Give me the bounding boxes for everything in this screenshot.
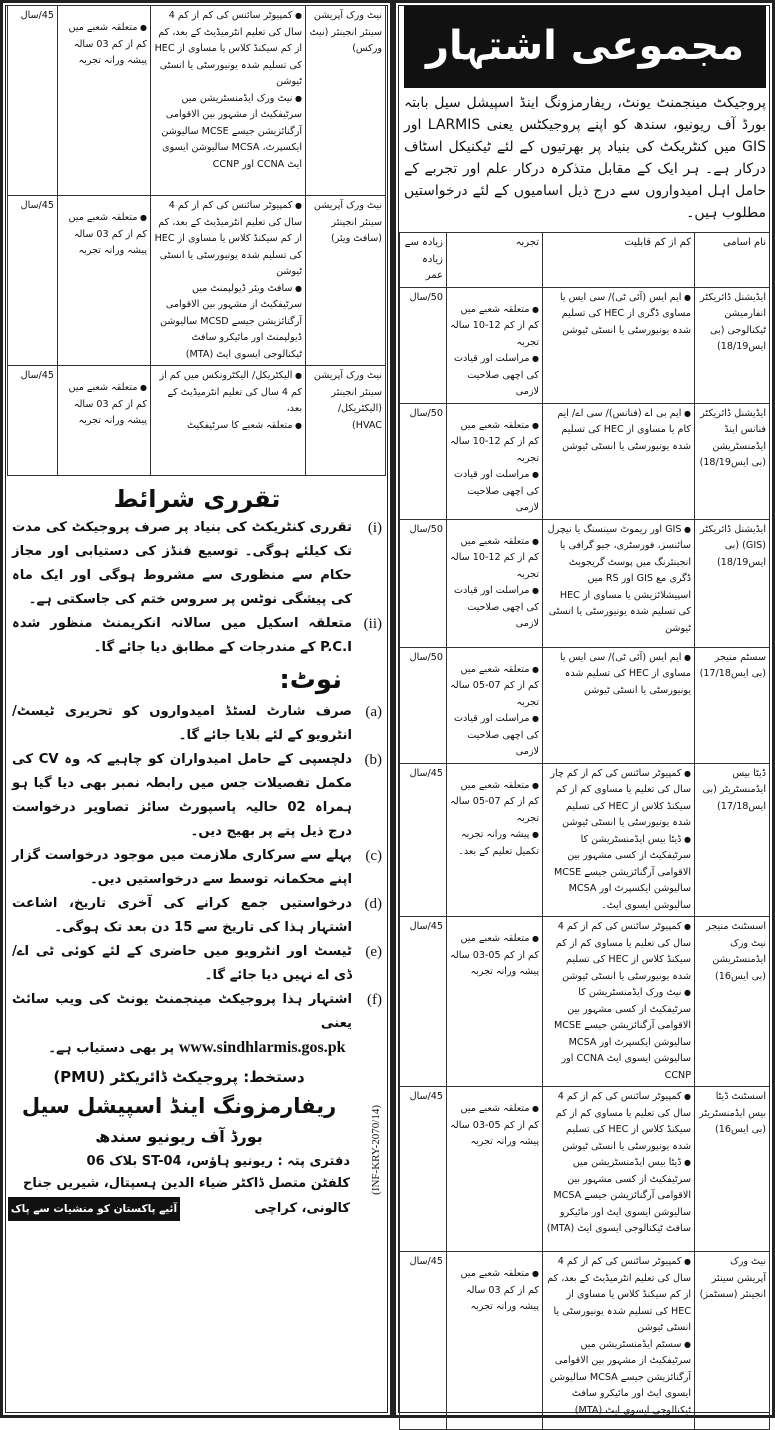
condition-item-text: تقرری کنٹریکٹ کی بنیاد پر صرف پروجیکٹ کی مدت تک کیلئے ہوگی۔ توسیع فنڈز کی دستیابی اور مجاز حکام سے منظوری سے مشروط ہوگی اور ایک ماہ کی پیشگی نوٹس پر سروس ختم کی جاسکتی ہے۔: [12, 520, 352, 607]
qualification-item: ● ایم بی اے (فنانس)/ سی اے/ ایم کام یا مساوی از HEC کی تسلیم شدہ یونیورسٹی یا انسٹی ٹیوشن: [546, 406, 691, 456]
qualification-cell: [543, 519, 695, 647]
header-qualification: کم از کم قابلیت: [543, 233, 695, 288]
signature-block: [8, 1065, 386, 1239]
qualification-item: ● ڈیٹا بیس ایڈمنسٹریشن میں سرٹیفکیٹ از کسی مشہور بین الاقوامی آرگنائزیشن جیسے MCSA سالیوشن ایسوی ایٹ اور مائیکرو سافٹ ٹیکنالوجی ایسوی ایٹ (MTA): [546, 1155, 691, 1238]
experience-item: ● متعلقہ شعبے میں کم از کم 12-10 سالہ تجربہ: [450, 418, 539, 468]
experience-cell: [447, 917, 543, 1087]
signature-board: بورڈ آف ریونیو سندھ: [95, 1127, 263, 1146]
experience-cell: [58, 366, 151, 476]
experience-cell: [447, 647, 543, 763]
experience-item: ● متعلقہ شعبے میں کم از کم 12-10 سالہ تجربہ: [450, 302, 539, 352]
qualification-item: ● کمپیوٹر سائنس کی کم از کم 4 سال کی تعلیم انٹرمیڈیٹ کے بعد، کم از کم سیکنڈ کلاس یا مساوی از HEC کی تسلیم شدہ یونیورسٹی یا انسٹی ٹیوشن: [154, 198, 302, 281]
address-line-1: دفتری پتہ : ریونیو ہاؤس، ST-04 بلاک 06: [86, 1154, 350, 1169]
table-row: [400, 647, 770, 763]
qualification-item: ● نیٹ ورک ایڈمنسٹریشن کا سرٹیفکیٹ از کسی مشہور بین الاقوامی آرگنائزیشن جیسے MCSE سالیوشن ایکسپرٹ اور MCSA سالیوشن ایسوی ایٹ CCNA اور CCNP: [546, 985, 691, 1084]
address-line-2: کلفٹن متصل ڈاکٹر ضیاء الدین ہسپتال، شیریں جناح: [23, 1176, 350, 1191]
position-name: اسسٹنٹ ڈیٹا بیس ایڈمنسٹریٹر (بی ایس16): [695, 1087, 770, 1252]
experience-cell: [447, 763, 543, 917]
note-item-text: پہلے سے سرکاری ملازمت میں موجود درخواست گزار اپنے محکمانہ توسط سے درخواستیں دیں۔: [12, 848, 352, 887]
header-name: نام اسامی: [695, 233, 770, 288]
position-name: ڈیٹا بیس ایڈمنسٹریٹر (بی ایس17/18): [695, 763, 770, 917]
qualification-item: ● کمپیوٹر سائنس کی کم از کم 4 سال کی تعلیم انٹرمیڈیٹ کے بعد، کم از کم سیکنڈ کلاس یا مساوی از HEC کی تسلیم شدہ یونیورسٹی یا انسٹی ٹیوشن: [546, 1254, 691, 1337]
conditions-section: [12, 484, 382, 1061]
experience-cell: [58, 6, 151, 196]
reference-number: (INF-KRY-2070/14): [370, 1105, 382, 1195]
experience-item: ● مراسلت اور قیادت کی اچھی صلاحیت لازمی: [450, 583, 539, 633]
max-age: 50/سال: [400, 287, 447, 403]
note-item-key: (f): [367, 992, 382, 1008]
address-line-3: کالونی، کراچی: [254, 1201, 350, 1216]
note-item-key: (b): [364, 752, 382, 768]
position-name: ایڈیشنل ڈائریکٹر انفارمیشن ٹیکنالوجی (بی ایس18/19): [695, 287, 770, 403]
table-row: [8, 366, 386, 476]
experience-item: ● متعلقہ شعبے میں کم از کم 03 سالہ پیشہ ورانہ تجربہ: [61, 210, 147, 260]
qualification-cell: [543, 1252, 695, 1430]
condition-item-key: (i): [367, 520, 382, 536]
note-item-key: (d): [364, 896, 382, 912]
experience-item: ● مراسلت اور قیادت کی اچھی صلاحیت لازمی: [450, 467, 539, 517]
experience-item: ● مراسلت اور قیادت کی اچھی صلاحیت لازمی: [450, 351, 539, 401]
table-row: [400, 403, 770, 519]
experience-cell: [58, 196, 151, 366]
note-item: [12, 988, 382, 1036]
max-age: 45/سال: [8, 196, 58, 366]
max-age: 50/سال: [400, 403, 447, 519]
note-item: [12, 892, 382, 940]
note-item-key: (c): [365, 848, 382, 864]
positions-table: [399, 232, 770, 1430]
qualification-cell: [543, 763, 695, 917]
max-age: 45/سال: [400, 763, 447, 917]
qualification-item: ● کمپیوٹر سائنس کی کم از کم 4 سال کی تعلیم انٹرمیڈیٹ کے بعد، کم از کم سیکنڈ کلاس یا مساوی از HEC کی تسلیم شدہ یونیورسٹی یا انسٹی ٹیوشن: [154, 8, 302, 91]
table-row: [8, 196, 386, 366]
qualification-item: ● سافٹ ویئر ڈیولپمنٹ میں سرٹیفکیٹ از مشہور بین الاقوامی آرگنائزیشن جیسے MCSD سالیوشن ڈیولپمنٹ اور مائیکرو سافٹ ٹیکنالوجی ایسوی ایٹ (MTA): [154, 281, 302, 364]
note-item-key: (e): [365, 944, 382, 960]
note-item-text: ٹیسٹ اور انٹرویو میں حاضری کے لئے کوئی ٹی اے/ ڈی اے نہیں دیا جائے گا۔: [12, 944, 352, 983]
note-item-key: (a): [365, 704, 382, 720]
position-name: ایڈیشنل ڈائریکٹر (GIS) (بی ایس18/19): [695, 519, 770, 647]
experience-item: ● متعلقہ شعبے میں کم از کم 03 سالہ پیشہ ورانہ تجربہ: [450, 1266, 539, 1316]
table-row: [400, 287, 770, 403]
website-suffix: پر بھی دستیاب ہے۔: [48, 1041, 175, 1056]
signature-org: ریفارمزونگ اینڈ اسپیشل سیل: [21, 1094, 337, 1118]
note-item: [12, 748, 382, 844]
experience-item: ● متعلقہ شعبے میں کم از کم 12-10 سالہ تجربہ: [450, 534, 539, 584]
position-name: اسسٹنٹ منیجر نیٹ ورک ایڈمنسٹریشن (بی ایس16): [695, 917, 770, 1087]
signature-label: دستخط: پروجیکٹ ڈائریکٹر (PMU): [53, 1068, 305, 1086]
max-age: 45/سال: [8, 6, 58, 196]
website-link[interactable]: www.sindhlarmis.gos.pk: [178, 1039, 346, 1056]
qualification-item: ● ایم ایس (آئی ٹی)/ سی ایس یا مساوی از HEC کی تسلیم شدہ یونیورسٹی یا انسٹی ٹیوشن: [546, 650, 691, 700]
note-item-text: دلچسپی کے حامل امیدواران کو چاہیے کہ وہ CV کی مکمل تفصیلات جس میں رابطہ نمبر بھی دیا گیا ہو ہمراہ 02 حالیہ پاسپورٹ سائز تصاویر درخواست درج ذیل پتے پر بھیج دیں۔: [12, 752, 352, 839]
experience-cell: [447, 403, 543, 519]
experience-item: ● مراسلت اور قیادت کی اچھی صلاحیت لازمی: [450, 711, 539, 761]
qualification-item: ● GIS اور ریموٹ سینسنگ یا نیچرل سائنسز، فورسٹری، جیو گرافی یا انجینئرنگ میں پوسٹ گریجویٹ ڈگری مع GIS اور RS میں اسپیشلائزیشن یا مساوی از HEC کی تسلیم شدہ یونیورسٹی یا انسٹی ٹیوشن: [546, 522, 691, 638]
position-name: نیٹ ورک آپریشن سینئر انجینئر (الیکٹریکل/ HVAC): [306, 366, 386, 476]
qualification-item: ● ایم ایس (آئی ٹی)/ سی ایس یا مساوی ڈگری از HEC کی تسلیم شدہ یونیورسٹی یا انسٹی ٹیوشن: [546, 290, 691, 340]
table-row: [400, 1087, 770, 1252]
qualification-cell: [543, 403, 695, 519]
max-age: 50/سال: [400, 647, 447, 763]
table-row: [400, 917, 770, 1087]
experience-cell: [447, 287, 543, 403]
experience-item: ● متعلقہ شعبے میں کم از کم 03 سالہ پیشہ ورانہ تجربہ: [61, 20, 147, 70]
max-age: 45/سال: [400, 1252, 447, 1430]
position-name: ایڈیشنل ڈائریکٹر فنانس اینڈ ایڈمنسٹریشن (بی ایس18/19): [695, 403, 770, 519]
experience-item: ● متعلقہ شعبے میں کم از کم 03 سالہ پیشہ ورانہ تجربہ: [61, 380, 147, 430]
max-age: 45/سال: [8, 366, 58, 476]
position-name: نیٹ ورک آپریشن سینئر انجینئر (نیٹ ورکس): [306, 6, 386, 196]
qualification-item: ● الیکٹریکل/ الیکٹرونکس میں کم از کم 4 سال کی تعلیم انٹرمیڈیٹ کے بعد،: [154, 368, 302, 418]
table-row: [400, 1252, 770, 1430]
experience-cell: [447, 1252, 543, 1430]
qualification-cell: [543, 917, 695, 1087]
qualification-item: ● کمپیوٹر سائنس کی کم از کم چار سال کی تعلیم یا مساوی کم از کم سیکنڈ کلاس از HEC کی تسلیم شدہ یونیورسٹی یا انسٹی ٹیوشن: [546, 766, 691, 832]
max-age: 45/سال: [400, 1087, 447, 1252]
table-row: [8, 6, 386, 196]
note-item-text: اشتہار ہذا پروجیکٹ مینجمنٹ یونٹ کی ویب سائٹ یعنی: [12, 992, 352, 1031]
note-item: [12, 700, 382, 748]
qualification-item: ● کمپیوٹر سائنس کی کم از کم 4 سال کی تعلیم یا مساوی کم از کم سیکنڈ کلاس از HEC کی تسلیم شدہ یونیورسٹی یا انسٹی ٹیوشن: [546, 1089, 691, 1155]
qualification-cell: [543, 647, 695, 763]
header-age: زیادہ سے زیادہ عمر: [400, 233, 447, 288]
experience-item: ● متعلقہ شعبے میں کم از کم 07-05 سالہ تجربہ: [450, 662, 539, 712]
table-row: [400, 519, 770, 647]
ad-title: مجموعی اشتہار: [404, 6, 766, 88]
qualification-cell: [543, 1087, 695, 1252]
qualification-item: ● کمپیوٹر سائنس کی کم از کم 4 سال کی تعلیم یا مساوی کم از کم سیکنڈ کلاس از HEC کی تسلیم شدہ یونیورسٹی یا انسٹی ٹیوشن: [546, 919, 691, 985]
positions-table-continued: [7, 5, 386, 476]
condition-item-key: (ii): [363, 616, 382, 632]
condition-item: [12, 612, 382, 660]
position-name: نیٹ ورک آپریشن سینئر انجینئر (سافٹ ویئر): [306, 196, 386, 366]
qualification-item: ● سسٹم ایڈمنسٹریشن میں سرٹیفکیٹ از مشہور بین الاقوامی آرگنائزیشن جیسے MCSA سالیوشن ایسوی ایٹ اور مائیکرو سافٹ ٹیکنالوجی ایسوی ایٹ (MTA): [546, 1337, 691, 1420]
qualification-cell: [151, 6, 306, 196]
experience-item: ● پیشہ ورانہ تجربہ تکمیل تعلیم کے بعد۔: [450, 827, 539, 860]
condition-item-text: متعلقہ اسکیل میں سالانہ انکریمنٹ منظور شدہ P.C.I کے مندرجات کے مطابق دیا جائے گا۔: [12, 616, 352, 655]
conditions-title: تقرری شرائط: [113, 485, 281, 513]
qualification-item: ● ڈیٹا بیس ایڈمنسٹریشن کا سرٹیفکیٹ از کسی مشہور بین الاقوامی آرگنائزیشن جیسے MCSE سالیوشن ایکسپرٹ اور MCSA سالیوشن ایسوی ایٹ۔: [546, 832, 691, 915]
notes-title: نوٹ:: [279, 665, 342, 695]
experience-cell: [447, 519, 543, 647]
position-name: سسٹم منیجر (بی ایس17/18): [695, 647, 770, 763]
intro-paragraph: پروجیکٹ مینجمنٹ یونٹ، ریفارمزونگ اینڈ اسپیشل سیل بابتہ بورڈ آف ریونیو، سندھ کو اپنے پروجیکٹس یعنی LARMIS اور GIS میں کنٹریکٹ کی بنیاد پر بھرتیوں کے لئے ٹیکنیکل اسٹاف درکار ہے۔ ہر ایک کے مقابل متذکرہ درکار علم اور تجربے کے حامل اہل امیدواروں سے درج ذیل اسامیوں کے لئے درخواستیں مطلوب ہیں۔: [404, 95, 766, 221]
note-item: [12, 844, 382, 892]
right-column-content: [400, 6, 770, 1430]
max-age: 50/سال: [400, 519, 447, 647]
position-name: نیٹ ورک آپریشن سینئر انجینئر (سسٹمز): [695, 1252, 770, 1430]
note-item-text: درخواستیں جمع کرانے کی آخری تاریخ، اشاعت اشتہار ہذا کی تاریخ سے 15 دن بعد تک ہوگی۔: [12, 896, 352, 935]
experience-item: ● متعلقہ شعبے میں کم از کم 05-03 سالہ پیشہ ورانہ تجربہ: [450, 1101, 539, 1151]
qualification-item: ● متعلقہ شعبے کا سرٹیفکیٹ: [154, 418, 302, 435]
header-experience: تجربہ: [447, 233, 543, 288]
experience-item: ● متعلقہ شعبے میں کم از کم 07-05 سالہ تجربہ: [450, 778, 539, 828]
qualification-cell: [151, 366, 306, 476]
qualification-item: ● نیٹ ورک ایڈمنسٹریشن میں سرٹیفکیٹ از مشہور بین الاقوامی آرگنائزیشن جیسے MCSE سالیوشن ایکسپرٹ، MCSA سالیوشن ایسوی ایٹ CCNA اور CCNP: [154, 91, 302, 174]
note-item: [12, 940, 382, 988]
qualification-cell: [543, 287, 695, 403]
experience-item: ● متعلقہ شعبے میں کم از کم 05-03 سالہ پیشہ ورانہ تجربہ: [450, 931, 539, 981]
max-age: 45/سال: [400, 917, 447, 1087]
slogan-banner: آئیے پاکستان کو منشیات سے پاک ملک بنائیں: [8, 1197, 180, 1221]
left-column-content: [8, 5, 386, 1239]
experience-cell: [447, 1087, 543, 1252]
note-item-text: صرف شارٹ لسٹڈ امیدواروں کو تحریری ٹیسٹ/ انٹرویو کے لئے بلایا جائے گا۔: [12, 704, 352, 743]
condition-item: [12, 516, 382, 612]
qualification-cell: [151, 196, 306, 366]
table-row: [400, 763, 770, 917]
